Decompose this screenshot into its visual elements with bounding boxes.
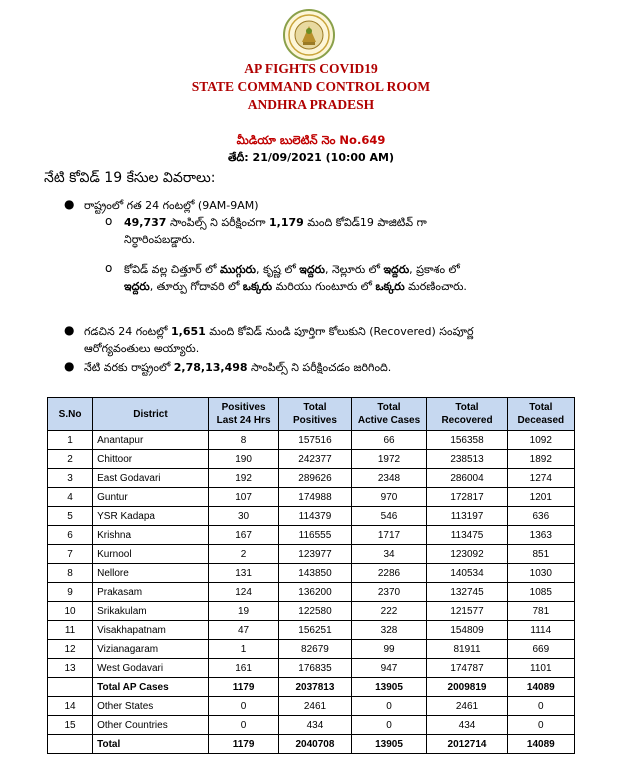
text: మంది కోవిడ్19 పాజిటివ్ గా — [303, 216, 427, 229]
table-row — [48, 640, 575, 659]
table-row — [48, 469, 575, 488]
cell-pos24: 47 — [208, 621, 279, 640]
cell-dec: 1892 — [507, 450, 574, 469]
cell-sno: 5 — [48, 507, 93, 526]
table-row — [48, 450, 575, 469]
cell-active: 1972 — [351, 450, 427, 469]
cell-sno — [48, 678, 93, 697]
cell-district: Other Countries — [93, 716, 209, 735]
cell-dec: 1092 — [507, 431, 574, 450]
cell-district: Other States — [93, 697, 209, 716]
text: Total — [529, 402, 553, 413]
cell-rec: 238513 — [427, 450, 507, 469]
text: గడచిన 24 గంటల్లో — [84, 325, 171, 338]
table-row — [48, 716, 575, 735]
cell-tpos: 116555 — [279, 526, 351, 545]
cell-pos24: 0 — [208, 697, 279, 716]
cell-pos24: 192 — [208, 469, 279, 488]
header-sno: S.No — [48, 398, 93, 431]
header-line-2: STATE COMMAND CONTROL ROOM — [191, 79, 431, 94]
cell-tpos: 82679 — [279, 640, 351, 659]
cell-district: East Godavari — [93, 469, 209, 488]
cell-district: Krishna — [93, 526, 209, 545]
cell-tpos: 289626 — [279, 469, 351, 488]
death-count: ఇద్దరు — [383, 263, 410, 276]
death-count: ఒక్కరు — [242, 280, 273, 293]
header-recovered — [427, 398, 507, 431]
cell-active: 13905 — [351, 735, 427, 754]
text: నేటి వరకు రాష్ట్రంలో — [84, 361, 174, 374]
cell-rec: 113197 — [427, 507, 507, 526]
cell-rec: 123092 — [427, 545, 507, 564]
text: Positives — [221, 402, 266, 413]
sub-bullet-marker: o — [105, 214, 113, 228]
bulletin-date: తేదీ: 21/09/2021 (10:00 AM) — [227, 151, 394, 164]
cell-sno: 3 — [48, 469, 93, 488]
table-row — [48, 621, 575, 640]
cell-tpos: 434 — [279, 716, 351, 735]
cell-rec: 132745 — [427, 583, 507, 602]
cell-sno: 4 — [48, 488, 93, 507]
cell-active: 66 — [351, 431, 427, 450]
cell-pos24: 107 — [208, 488, 279, 507]
cell-pos24: 161 — [208, 659, 279, 678]
cell-active: 546 — [351, 507, 427, 526]
table-row — [48, 431, 575, 450]
text: నిర్ధారింపబడ్డారు. — [124, 233, 196, 246]
cell-sno: 1 — [48, 431, 93, 450]
header-deceased — [507, 398, 574, 431]
table-total-row — [48, 735, 575, 754]
cell-district: Nellore — [93, 564, 209, 583]
section-title: నేటి కోవిడ్ 19 కేసుల వివరాలు: — [44, 170, 216, 186]
cell-tpos: 157516 — [279, 431, 351, 450]
bullet-3-text — [84, 359, 584, 376]
cell-dec: 1274 — [507, 469, 574, 488]
bullet-dot: ● — [64, 323, 75, 337]
cell-rec: 2461 — [427, 697, 507, 716]
cell-district: YSR Kadapa — [93, 507, 209, 526]
cell-active: 13905 — [351, 678, 427, 697]
cell-dec: 851 — [507, 545, 574, 564]
bulletin-number: మీడియా బులెటిన్ నెం No.649 — [236, 133, 386, 147]
cell-district: Vizianagaram — [93, 640, 209, 659]
cell-district: Srikakulam — [93, 602, 209, 621]
text: మంది కోవిడ్ నుండి పూర్తిగా కోలుకుని (Recovered) సంపూర్ణ — [205, 325, 474, 338]
table-row — [48, 545, 575, 564]
death-count: ఇద్దరు — [124, 280, 150, 293]
table-header-row — [48, 398, 575, 431]
cell-dec: 1114 — [507, 621, 574, 640]
samples-count: 49,737 — [124, 216, 167, 229]
death-count: ముగ్గురు — [219, 263, 256, 276]
ap-government-emblem-icon — [282, 8, 336, 62]
cell-active: 222 — [351, 602, 427, 621]
cell-active: 34 — [351, 545, 427, 564]
total-samples: 2,78,13,498 — [173, 361, 248, 374]
text: మరణించారు. — [404, 280, 467, 293]
cell-sno: 10 — [48, 602, 93, 621]
table-row — [48, 564, 575, 583]
bullet-2-text — [84, 323, 584, 357]
table-row — [48, 697, 575, 716]
bullet-dot: ● — [64, 359, 75, 373]
cell-pos24: 2 — [208, 545, 279, 564]
cell-pos24: 1179 — [208, 678, 279, 697]
header-positives-24h — [208, 398, 279, 431]
table-total-row — [48, 678, 575, 697]
cell-rec: 172817 — [427, 488, 507, 507]
cell-active: 2370 — [351, 583, 427, 602]
cell-district: Visakhapatnam — [93, 621, 209, 640]
cell-tpos: 2040708 — [279, 735, 351, 754]
cell-dec: 1030 — [507, 564, 574, 583]
cell-sno: 13 — [48, 659, 93, 678]
cell-district: West Godavari — [93, 659, 209, 678]
cell-rec: 121577 — [427, 602, 507, 621]
cell-rec: 156358 — [427, 431, 507, 450]
cell-sno: 8 — [48, 564, 93, 583]
cell-tpos: 136200 — [279, 583, 351, 602]
cell-sno: 7 — [48, 545, 93, 564]
cell-sno: 9 — [48, 583, 93, 602]
text: సాంపిల్స్ ని పరీక్షించగా — [166, 216, 269, 229]
table-row — [48, 526, 575, 545]
text: ఆరోగ్యవంతులు అయ్యారు. — [84, 342, 200, 355]
cell-tpos: 2037813 — [279, 678, 351, 697]
header-district: District — [93, 398, 209, 431]
sub-bullet-marker: o — [105, 261, 113, 275]
text: Total — [455, 402, 479, 413]
cell-dec: 781 — [507, 602, 574, 621]
death-count: ఒక్కరు — [375, 280, 405, 293]
cell-sno — [48, 735, 93, 754]
cell-pos24: 190 — [208, 450, 279, 469]
cell-district: Kurnool — [93, 545, 209, 564]
cell-active: 2348 — [351, 469, 427, 488]
cell-sno: 14 — [48, 697, 93, 716]
cell-dec: 0 — [507, 697, 574, 716]
cell-sno: 11 — [48, 621, 93, 640]
cell-active: 99 — [351, 640, 427, 659]
cell-dec: 0 — [507, 716, 574, 735]
cell-active: 0 — [351, 697, 427, 716]
cell-sno: 12 — [48, 640, 93, 659]
cell-district: Total AP Cases — [93, 678, 209, 697]
text: Deceased — [517, 415, 565, 426]
cell-pos24: 124 — [208, 583, 279, 602]
cell-tpos: 242377 — [279, 450, 351, 469]
cell-tpos: 114379 — [279, 507, 351, 526]
cell-district: Guntur — [93, 488, 209, 507]
cell-pos24: 1 — [208, 640, 279, 659]
text: Positives — [292, 415, 337, 426]
cell-tpos: 143850 — [279, 564, 351, 583]
cell-tpos: 156251 — [279, 621, 351, 640]
text: , తూర్పు గోదావరి లో — [149, 280, 243, 293]
table-row — [48, 507, 575, 526]
cell-dec: 669 — [507, 640, 574, 659]
cell-rec: 113475 — [427, 526, 507, 545]
cell-active: 1717 — [351, 526, 427, 545]
cell-dec: 1201 — [507, 488, 574, 507]
cell-pos24: 0 — [208, 716, 279, 735]
cell-tpos: 176835 — [279, 659, 351, 678]
district-cases-table — [47, 397, 575, 754]
cell-district: Anantapur — [93, 431, 209, 450]
cell-pos24: 8 — [208, 431, 279, 450]
cell-dec: 14089 — [507, 735, 574, 754]
cell-dec: 1363 — [507, 526, 574, 545]
positive-count: 1,179 — [268, 216, 304, 229]
cell-dec: 1085 — [507, 583, 574, 602]
cell-rec: 154809 — [427, 621, 507, 640]
cell-district: Prakasam — [93, 583, 209, 602]
cell-sno: 15 — [48, 716, 93, 735]
bullet-dot: ● — [64, 197, 75, 211]
text: Recovered — [441, 415, 493, 426]
bullet-1-text: రాష్ట్రంలో గత 24 గంటల్లో (9AM-9AM) — [84, 199, 259, 212]
header — [0, 60, 622, 114]
cell-dec: 14089 — [507, 678, 574, 697]
cell-pos24: 131 — [208, 564, 279, 583]
cell-sno: 2 — [48, 450, 93, 469]
cell-dec: 636 — [507, 507, 574, 526]
cell-pos24: 1179 — [208, 735, 279, 754]
text: Last 24 Hrs — [216, 415, 271, 426]
text: , కృష్ణ లో — [255, 263, 300, 276]
table-row — [48, 602, 575, 621]
table-row — [48, 659, 575, 678]
text: కోవిడ్ వల్ల చిత్తూర్ లో — [124, 263, 220, 276]
text: Active Cases — [357, 415, 421, 426]
cell-tpos: 123977 — [279, 545, 351, 564]
text: , ప్రకాశం లో — [409, 263, 460, 276]
header-line-1: AP FIGHTS COVID19 — [244, 61, 378, 76]
cell-sno: 6 — [48, 526, 93, 545]
cell-pos24: 167 — [208, 526, 279, 545]
text: సాంపిల్స్ ని పరీక్షించడం జరిగింది. — [247, 361, 392, 374]
text: మరియు గుంటూరు లో — [272, 280, 376, 293]
table-row — [48, 488, 575, 507]
cell-active: 2286 — [351, 564, 427, 583]
table-row — [48, 583, 575, 602]
text: Total — [377, 402, 401, 413]
cell-active: 947 — [351, 659, 427, 678]
cell-rec: 2012714 — [427, 735, 507, 754]
cell-active: 0 — [351, 716, 427, 735]
cell-tpos: 2461 — [279, 697, 351, 716]
cell-rec: 434 — [427, 716, 507, 735]
text: Total — [303, 402, 327, 413]
header-active-cases — [351, 398, 427, 431]
cell-district: Chittoor — [93, 450, 209, 469]
cell-pos24: 30 — [208, 507, 279, 526]
cell-rec: 81911 — [427, 640, 507, 659]
cell-active: 328 — [351, 621, 427, 640]
cell-rec: 286004 — [427, 469, 507, 488]
cell-rec: 2009819 — [427, 678, 507, 697]
bullet-1-sub-1 — [124, 214, 554, 248]
cell-pos24: 19 — [208, 602, 279, 621]
cell-active: 970 — [351, 488, 427, 507]
death-count: ఇద్దరు — [299, 263, 325, 276]
text: , నెల్లూరు లో — [324, 263, 384, 276]
cell-rec: 140534 — [427, 564, 507, 583]
recovered-count: 1,651 — [171, 325, 206, 338]
cell-dec: 1101 — [507, 659, 574, 678]
cell-tpos: 122580 — [279, 602, 351, 621]
header-total-positives — [279, 398, 351, 431]
cell-rec: 174787 — [427, 659, 507, 678]
bullet-1-sub-2 — [124, 261, 574, 295]
cell-district: Total — [93, 735, 209, 754]
cell-tpos: 174988 — [279, 488, 351, 507]
header-line-3: ANDHRA PRADESH — [247, 97, 375, 112]
